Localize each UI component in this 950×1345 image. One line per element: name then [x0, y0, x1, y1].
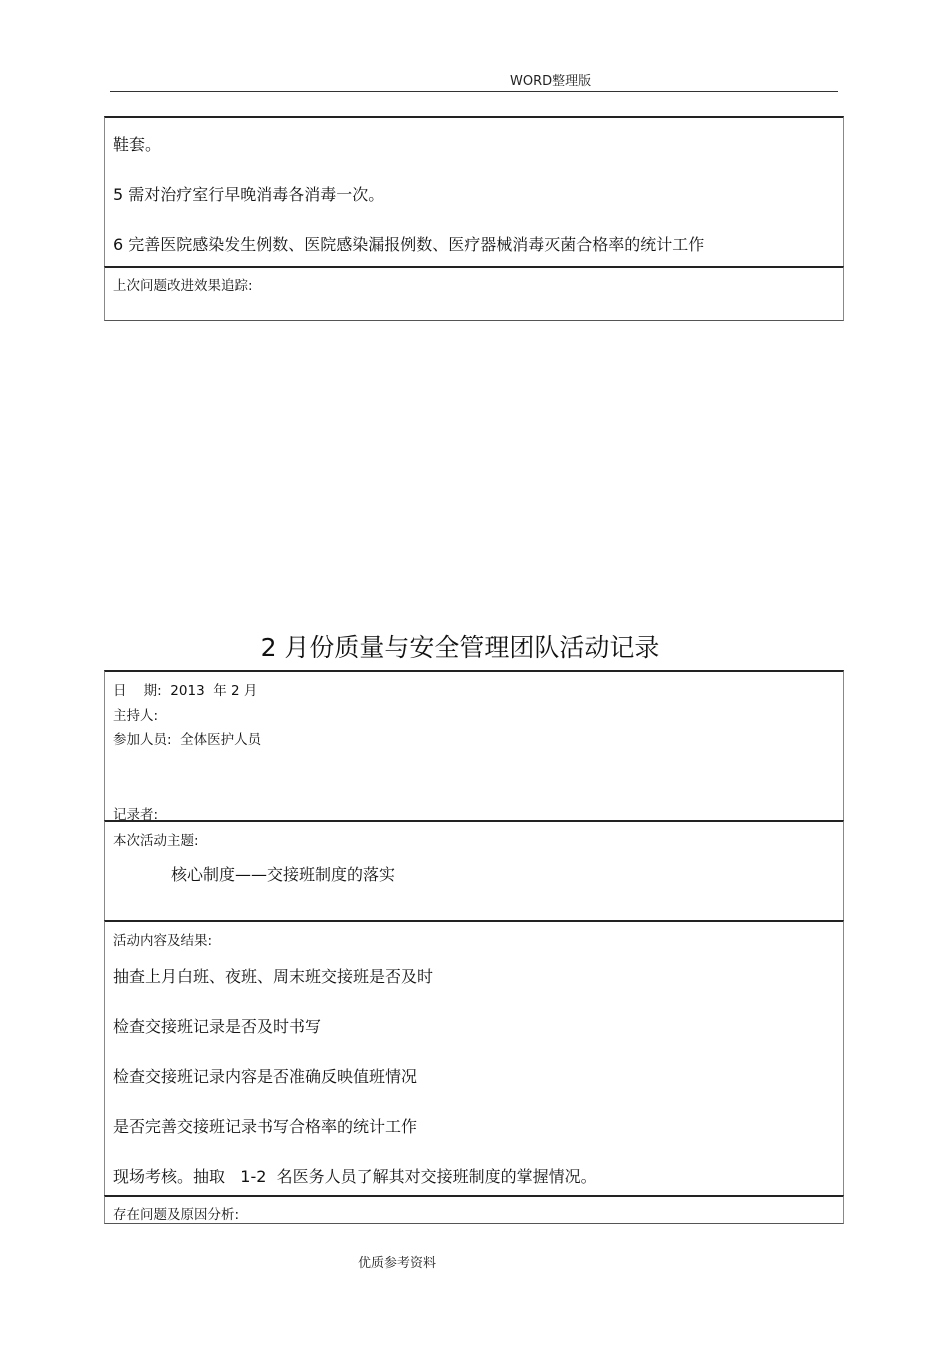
measure-line-1: 鞋套。 — [113, 135, 162, 154]
page-header: WORD整理版 — [510, 74, 592, 89]
record-content-cell — [104, 920, 844, 1197]
measure-line-2: 5 需对治疗室行早晚消毒各消毒一次。 — [113, 185, 385, 204]
content-item: 检查交接班记录内容是否准确反映值班情况 — [113, 1067, 418, 1086]
measure-line-3: 6 完善医院感染发生例数、医院感染漏报例数、医疗器械消毒灭菌合格率的统计工作 — [113, 235, 705, 254]
top-table-followup-cell — [104, 266, 844, 321]
top-table-measures-cell — [104, 116, 844, 268]
followup-label: 上次问题改进效果追踪: — [113, 278, 253, 294]
page-footer: 优质参考资料 — [358, 1256, 437, 1271]
record-problems-cell — [104, 1195, 844, 1224]
record-title: 2 月份质量与安全管理团队活动记录 — [260, 633, 660, 662]
date-line: 日 期: 2013 年 2 月 — [113, 683, 258, 699]
record-info-cell — [104, 670, 844, 822]
problems-label: 存在问题及原因分析: — [113, 1207, 240, 1223]
content-item: 抽查上月白班、夜班、周末班交接班是否及时 — [113, 967, 434, 986]
header-divider — [110, 91, 838, 92]
theme-label: 本次活动主题: — [113, 833, 199, 849]
participants-line: 参加人员: 全体医护人员 — [113, 732, 262, 748]
content-item: 是否完善交接班记录书写合格率的统计工作 — [113, 1117, 418, 1136]
recorder-label: 记录者: — [113, 807, 159, 823]
theme-value: 核心制度——交接班制度的落实 — [171, 865, 396, 884]
host-label: 主持人: — [113, 708, 159, 724]
record-theme-cell — [104, 820, 844, 922]
content-item: 检查交接班记录是否及时书写 — [113, 1017, 322, 1036]
content-item: 现场考核。抽取 1-2 名医务人员了解其对交接班制度的掌握情况。 — [113, 1167, 597, 1186]
content-label: 活动内容及结果: — [113, 933, 213, 949]
